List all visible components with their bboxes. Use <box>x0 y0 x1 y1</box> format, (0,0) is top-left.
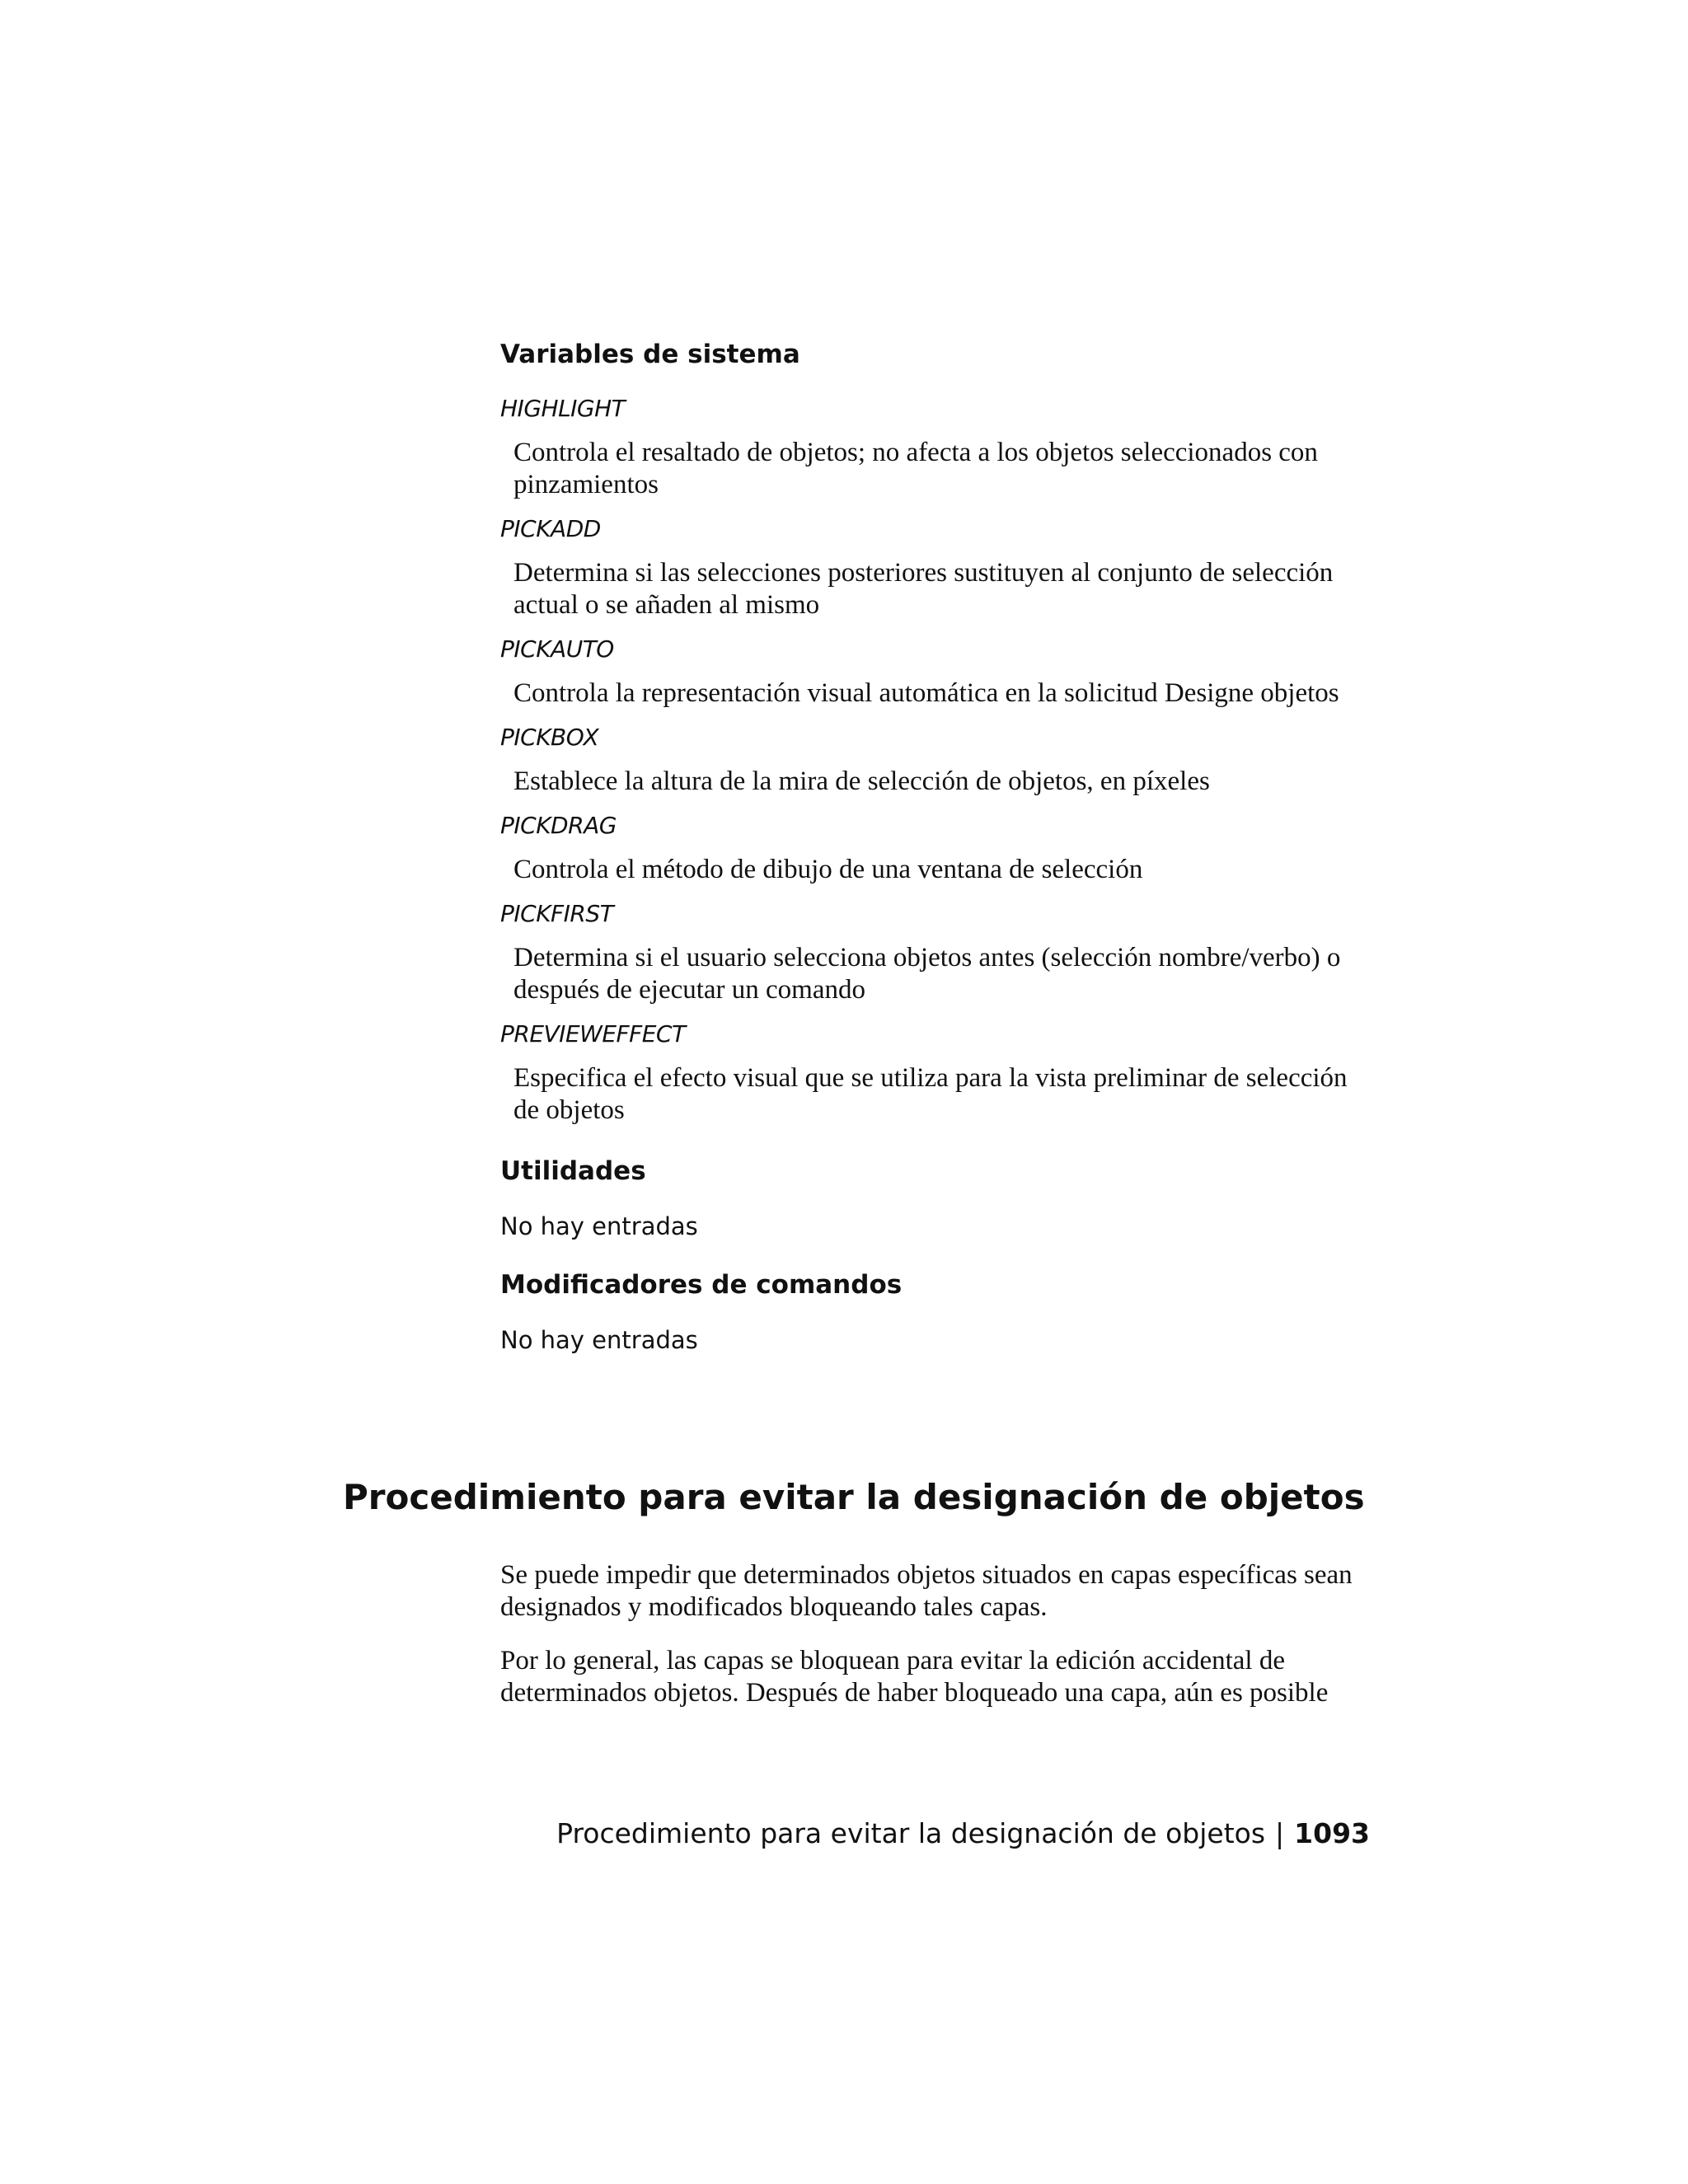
variable-description: Controla el método de dibujo de una ventana de selección <box>513 855 1143 884</box>
command-modifiers-text: No hay entradas <box>500 1326 698 1354</box>
utilities-text: No hay entradas <box>500 1212 698 1240</box>
variable-name: PREVIEWEFFECT <box>500 1020 686 1047</box>
variable-entry <box>500 394 1374 501</box>
body-paragraph: Se puede impedir que determinados objetos situados en capas específicas sean designados y modificados bloqueando tales capas. <box>500 1560 1353 1622</box>
command-modifiers-heading: Modificadores de comandos <box>500 1270 903 1300</box>
variable-name: HIGHLIGHT <box>500 395 626 422</box>
footer-running-title: Procedimiento para evitar la designación de objetos <box>556 1817 1266 1849</box>
variable-entry <box>500 1019 1374 1127</box>
variable-description: Especifica el efecto visual que se utiliza para la vista preliminar de selección de objetos <box>513 1063 1348 1125</box>
page-number: 1093 <box>1294 1817 1370 1849</box>
variable-name: PICKADD <box>500 515 601 542</box>
footer-separator: | <box>1275 1817 1285 1849</box>
body-paragraph: Por lo general, las capas se bloquean para evitar la edición accidental de determinados objetos. Después de haber bloqueado una capa, aún es posible <box>500 1646 1329 1708</box>
variable-name: PICKFIRST <box>500 900 614 927</box>
variable-description: Controla la representación visual automática en la solicitud Designe objetos <box>513 678 1339 708</box>
variable-entry <box>500 899 1374 1006</box>
variable-name: PICKAUTO <box>500 635 614 663</box>
variable-entry <box>500 514 1374 621</box>
variable-description: Controla el resaltado de objetos; no afecta a los objetos seleccionados con pinzamientos <box>513 438 1318 499</box>
section-title: Procedimiento para evitar la designación de objetos <box>343 1477 1365 1517</box>
variable-description: Determina si las selecciones posteriores sustituyen al conjunto de selección actual o se añaden al mismo <box>513 558 1334 620</box>
content-column <box>500 338 1374 1382</box>
page-footer <box>556 1816 1370 1852</box>
variable-entry <box>500 635 1374 710</box>
utilities-heading: Utilidades <box>500 1156 646 1186</box>
variable-description: Determina si el usuario selecciona objetos antes (selección nombre/verbo) o después de ejecutar un comando <box>513 943 1341 1005</box>
variable-name: PICKDRAG <box>500 812 617 839</box>
variable-entry <box>500 811 1374 886</box>
system-variables-list <box>500 394 1374 1127</box>
section-body <box>500 1559 1390 1731</box>
variable-name: PICKBOX <box>500 724 599 751</box>
variable-description: Establece la altura de la mira de selección de objetos, en píxeles <box>513 766 1210 796</box>
variable-entry <box>500 723 1374 798</box>
system-variables-heading: Variables de sistema <box>500 340 800 369</box>
